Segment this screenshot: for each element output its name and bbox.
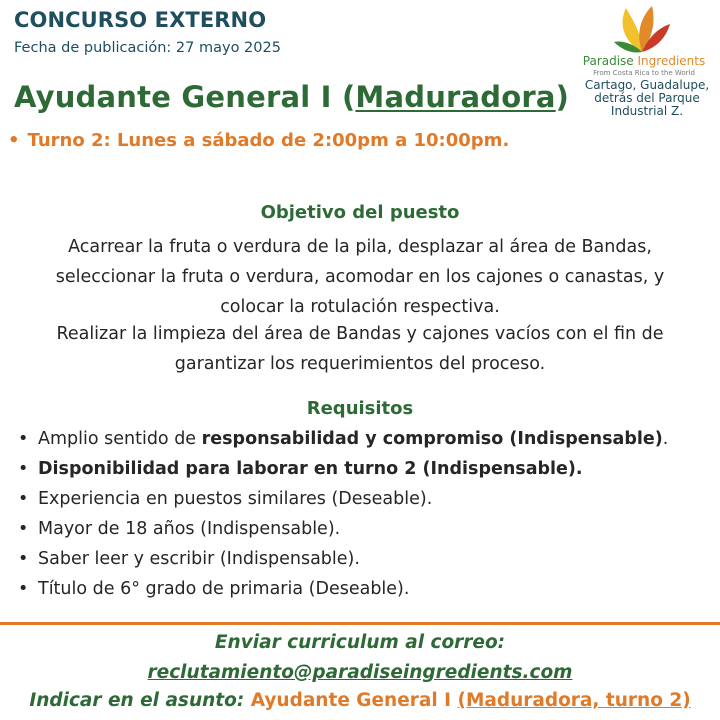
address-line: Cartago, Guadalupe,: [584, 78, 710, 92]
requirements-title: Requisitos: [306, 398, 414, 419]
logo-name: [574, 54, 714, 68]
shift-text: Turno 2: Lunes a sábado de 2:00pm a 10:00pm.: [27, 130, 510, 151]
bullet-icon: •: [8, 130, 20, 151]
item-text: Mayor de 18 años (Indispensable).: [38, 519, 341, 539]
footer-divider: [0, 622, 720, 625]
objective-title: Objetivo del puesto: [260, 202, 460, 223]
job-title: [14, 80, 569, 114]
address-line: detrás del Parque: [594, 91, 700, 105]
logo-tagline: From Costa Rica to the World: [593, 69, 695, 77]
subject-value: [244, 690, 690, 711]
item-text: Experiencia en puestos similares (Deseable).: [38, 489, 433, 509]
list-item: [18, 424, 668, 454]
logo-name-part1: Paradise: [582, 54, 634, 68]
footer-send-cv: Enviar curriculum al correo:: [214, 632, 506, 653]
list-item: [18, 454, 668, 484]
job-title-underlined: Maduradora: [355, 80, 556, 114]
subject-text: Ayudante General I: [244, 690, 458, 711]
address-line: Industrial Z.: [610, 104, 684, 118]
objective-paragraph-2: [0, 319, 720, 379]
list-item: [18, 574, 668, 604]
item-text: Saber leer y escribir (Indispensable).: [38, 549, 360, 569]
objective-paragraph-1: [0, 232, 720, 322]
paragraph-line: seleccionar la fruta o verdura, acomodar en los cajones o canastas, y: [55, 267, 665, 287]
list-item: [18, 544, 668, 574]
item-text: Amplio sentido de: [38, 429, 202, 449]
job-title-pre: Ayudante General I (: [14, 80, 356, 114]
footer-subject: [0, 690, 720, 711]
list-item: [18, 484, 668, 514]
subject-text-underlined: (Maduradora, turno 2): [457, 690, 691, 711]
paragraph-line: Realizar la limpieza del área de Bandas y cajones vacíos con el fin de: [56, 324, 664, 344]
email-link[interactable]: reclutamiento@paradiseingredients.com: [147, 662, 573, 683]
logo-name-part2: Ingredients: [633, 54, 706, 68]
header-title: CONCURSO EXTERNO: [14, 8, 267, 32]
shift-line: [8, 130, 509, 151]
item-text-bold: responsabilidad y compromiso (Indispensable): [201, 429, 663, 449]
company-logo: [574, 0, 720, 120]
item-text: .: [662, 429, 669, 449]
list-item: [18, 514, 668, 544]
company-address: [574, 79, 720, 118]
job-title-post: ): [555, 80, 570, 114]
leaf-logo-icon: [612, 2, 672, 54]
item-text-bold: Disponibilidad para laborar en turno 2 (Indispensable).: [38, 459, 583, 479]
paragraph-line: colocar la rotulación respectiva.: [220, 297, 500, 317]
publication-date: Fecha de publicación: 27 mayo 2025: [14, 40, 281, 56]
paragraph-line: garantizar los requerimientos del proceso.: [174, 354, 546, 374]
requirements-list: [18, 424, 668, 604]
item-text: Título de 6° grado de primaria (Deseable).: [38, 579, 410, 599]
subject-label: Indicar en el asunto:: [29, 690, 245, 711]
paragraph-line: Acarrear la fruta o verdura de la pila, desplazar al área de Bandas,: [68, 237, 652, 257]
